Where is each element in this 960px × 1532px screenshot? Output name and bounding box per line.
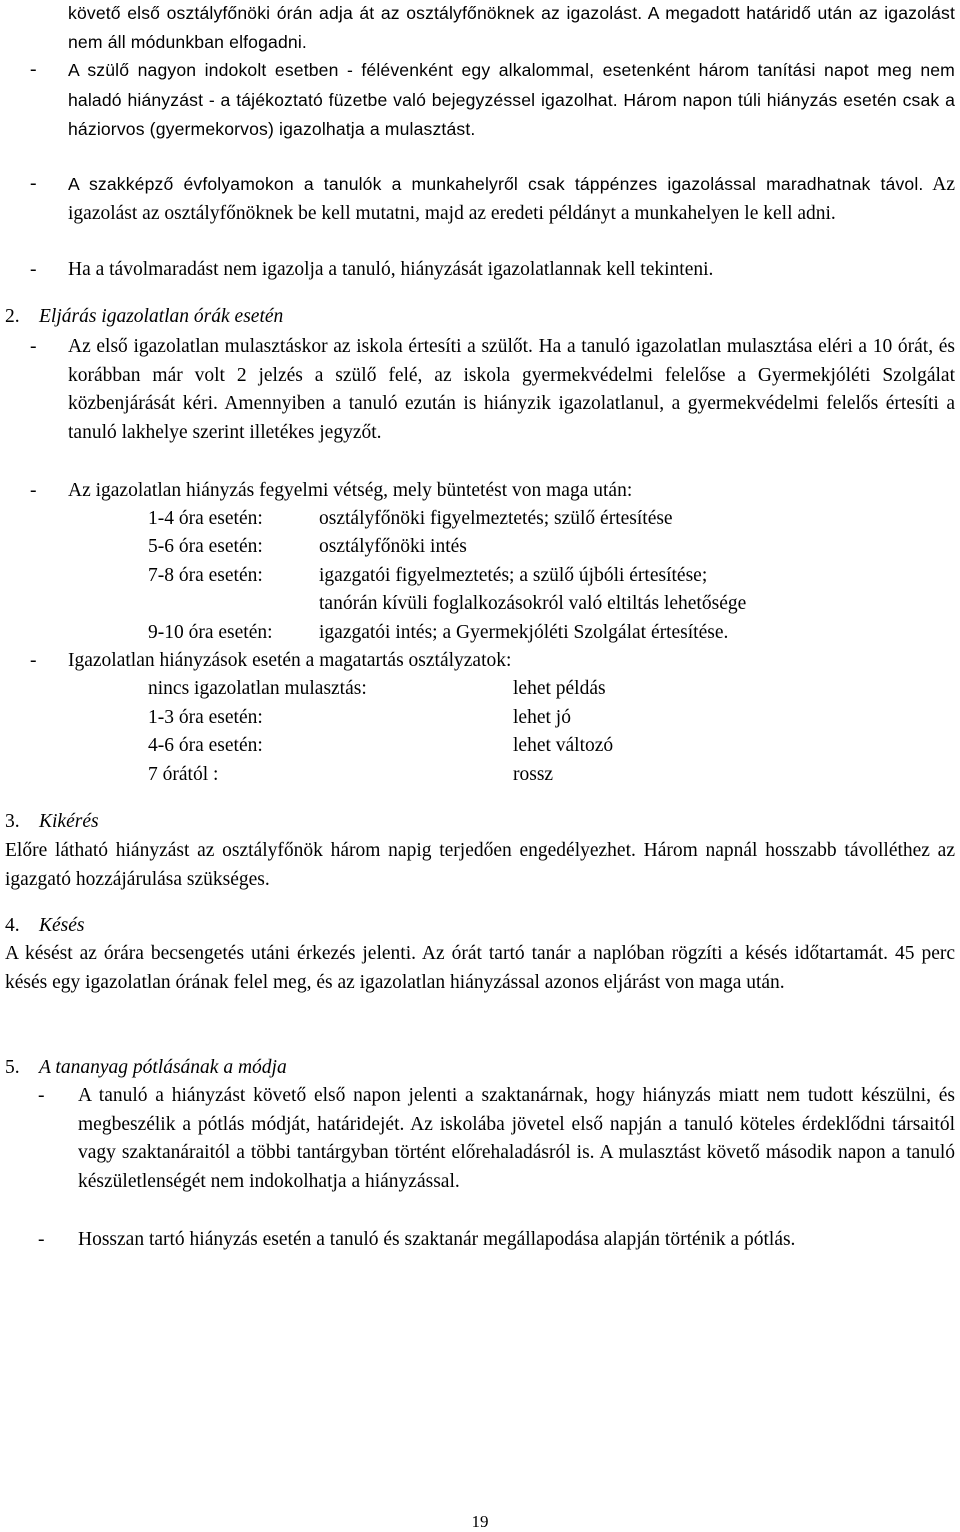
grade-value: lehet változó	[513, 735, 614, 756]
bullet-long-absence: Hosszan tartó hiányzás esetén a tanuló és szaktanár megállapodása alapján történik a pótlás.	[78, 1229, 796, 1250]
section-number: 5.	[5, 1057, 20, 1078]
section-number: 2.	[5, 306, 20, 327]
penalty-action: igazgatói figyelmeztetés; a szülő újbóli értesítése;	[319, 565, 708, 586]
section-heading-3	[5, 808, 99, 836]
penalty-hours: 1-4 óra esetén:	[148, 508, 263, 529]
bullet-parent-excuse	[68, 56, 955, 145]
bullet-unexcused-procedure: Az első igazolatlan mulasztáskor az iskola értesíti a szülőt. Ha a tanuló igazolatlan mulasztása eléri a 10 órát, és korábban már volt 2 jelzés a szülő felé, az iskola gyermekvédelmi felelőse a Gyermekjóléti Szolgálat közbenjárását kéri. Amennyiben a tanuló ezután is hiányzik igazolatlanul, a gyermekvédelmi felelős értesíti a tanuló lakhelye szerint illetékes jegyzőt.	[68, 336, 955, 443]
section-heading-2	[5, 303, 283, 331]
bullet-dash: -	[30, 650, 37, 671]
paragraph-continuation: követő első osztályfőnöki órán adja át az osztályfőnöknek az igazolást. A megadott határidő után az igazolást nem áll módunkban elfogadni.	[68, 3, 955, 52]
grade-value: lehet jó	[513, 707, 571, 728]
grade-condition: 7 órától :	[148, 764, 219, 785]
section-title: Kikérés	[39, 811, 99, 832]
section-title: Késés	[39, 915, 85, 936]
grade-value: lehet példás	[513, 678, 606, 699]
bullet-dash: -	[38, 1229, 45, 1250]
bullet-dash: -	[30, 173, 37, 194]
bullet-dash: -	[38, 1085, 45, 1106]
penalty-hours: 7-8 óra esetén:	[148, 565, 263, 586]
section-heading-5	[5, 1054, 287, 1082]
bullet-dash: -	[30, 336, 37, 357]
bullet-parent-excuse-part1: A szülő nagyon indokolt esetben - félévenként egy alkalommal, esetenként három tanítási napot meg nem haladó hiányzást - a tájékoztató füzetbe való bejegyzéssel igazolhat.	[68, 60, 955, 110]
penalty-action: igazgatói intés; a Gyermekjóléti Szolgálat értesítése.	[319, 622, 729, 643]
section-3-text: Előre látható hiányzást az osztályfőnök három napig terjedően engedélyezhet. Három napnál hosszabb távolléthez az igazgató hozzájárulása szükséges.	[5, 840, 955, 890]
grade-value: rossz	[513, 764, 554, 785]
section-title: Eljárás igazolatlan órák esetén	[39, 306, 284, 327]
grade-condition: nincs igazolatlan mulasztás:	[148, 678, 367, 699]
bullet-conduct-grades: Igazolatlan hiányzások esetén a magatartás osztályzatok:	[68, 650, 512, 671]
penalty-action: osztályfőnöki intés	[319, 536, 467, 557]
section-number: 3.	[5, 811, 20, 832]
bullet-dash: -	[30, 59, 37, 80]
grade-condition: 4-6 óra esetén:	[148, 735, 263, 756]
penalty-hours: 5-6 óra esetén:	[148, 536, 263, 557]
bullet-vocational-part2: Az igazolást az osztályfőnöknek be kell mutatni, majd az eredeti példányt a munkahelyen le kell adni.	[68, 174, 955, 224]
section-title: A tananyag pótlásának a módja	[39, 1057, 287, 1078]
bullet-parent-excuse-part2: Három napon túli hiányzás esetén csak a háziorvos (gyermekorvos) igazolhatja a mulasztást.	[68, 89, 956, 140]
grade-condition: 1-3 óra esetén:	[148, 707, 263, 728]
section-heading-4	[5, 912, 85, 940]
page-number: 19	[471, 1512, 489, 1531]
penalty-action: osztályfőnöki figyelmeztetés; szülő értesítése	[319, 508, 673, 529]
bullet-dash: -	[30, 480, 37, 501]
penalty-action: tanórán kívüli foglalkozásokról való eltiltás lehetősége	[319, 593, 747, 614]
bullet-catch-up: A tanuló a hiányzást követő első napon jelenti a szaktanárnak, hogy hiányzás miatt nem tudott készülni, és megbeszélik a pótlás módját, határidejét. Az iskolába jövetel első napján a tanuló köteles érdeklődni társaitól vagy szaktanáraitól a többi tantárgyban történt előrehaladásról is. A mulasztást követő második napon a tanuló készületlenségét nem indokolhatja a hiányzással.	[78, 1085, 955, 1192]
bullet-unexcused-rule: Ha a távolmaradást nem igazolja a tanuló, hiányzását igazolatlannak kell tekinteni.	[68, 259, 714, 280]
penalty-hours: 9-10 óra esetén:	[148, 622, 273, 643]
bullet-dash: -	[30, 259, 37, 280]
bullet-vocational-part1: A szakképző évfolyamokon a tanulók a munkahelyről csak táppénzes igazolással maradhatnak távol.	[68, 174, 924, 194]
section-number: 4.	[5, 915, 20, 936]
section-4-text: A késést az órára becsengetés utáni érkezés jelenti. Az órát tartó tanár a naplóban rögzíti a késés időtartamát. 45 perc késés egy igazolatlan órának felel meg, és az igazolatlan hiányzással azonos eljárást von maga után.	[5, 943, 955, 993]
bullet-disciplinary: Az igazolatlan hiányzás fegyelmi vétség, mely büntetést von maga után:	[68, 480, 633, 501]
bullet-vocational	[68, 170, 955, 228]
